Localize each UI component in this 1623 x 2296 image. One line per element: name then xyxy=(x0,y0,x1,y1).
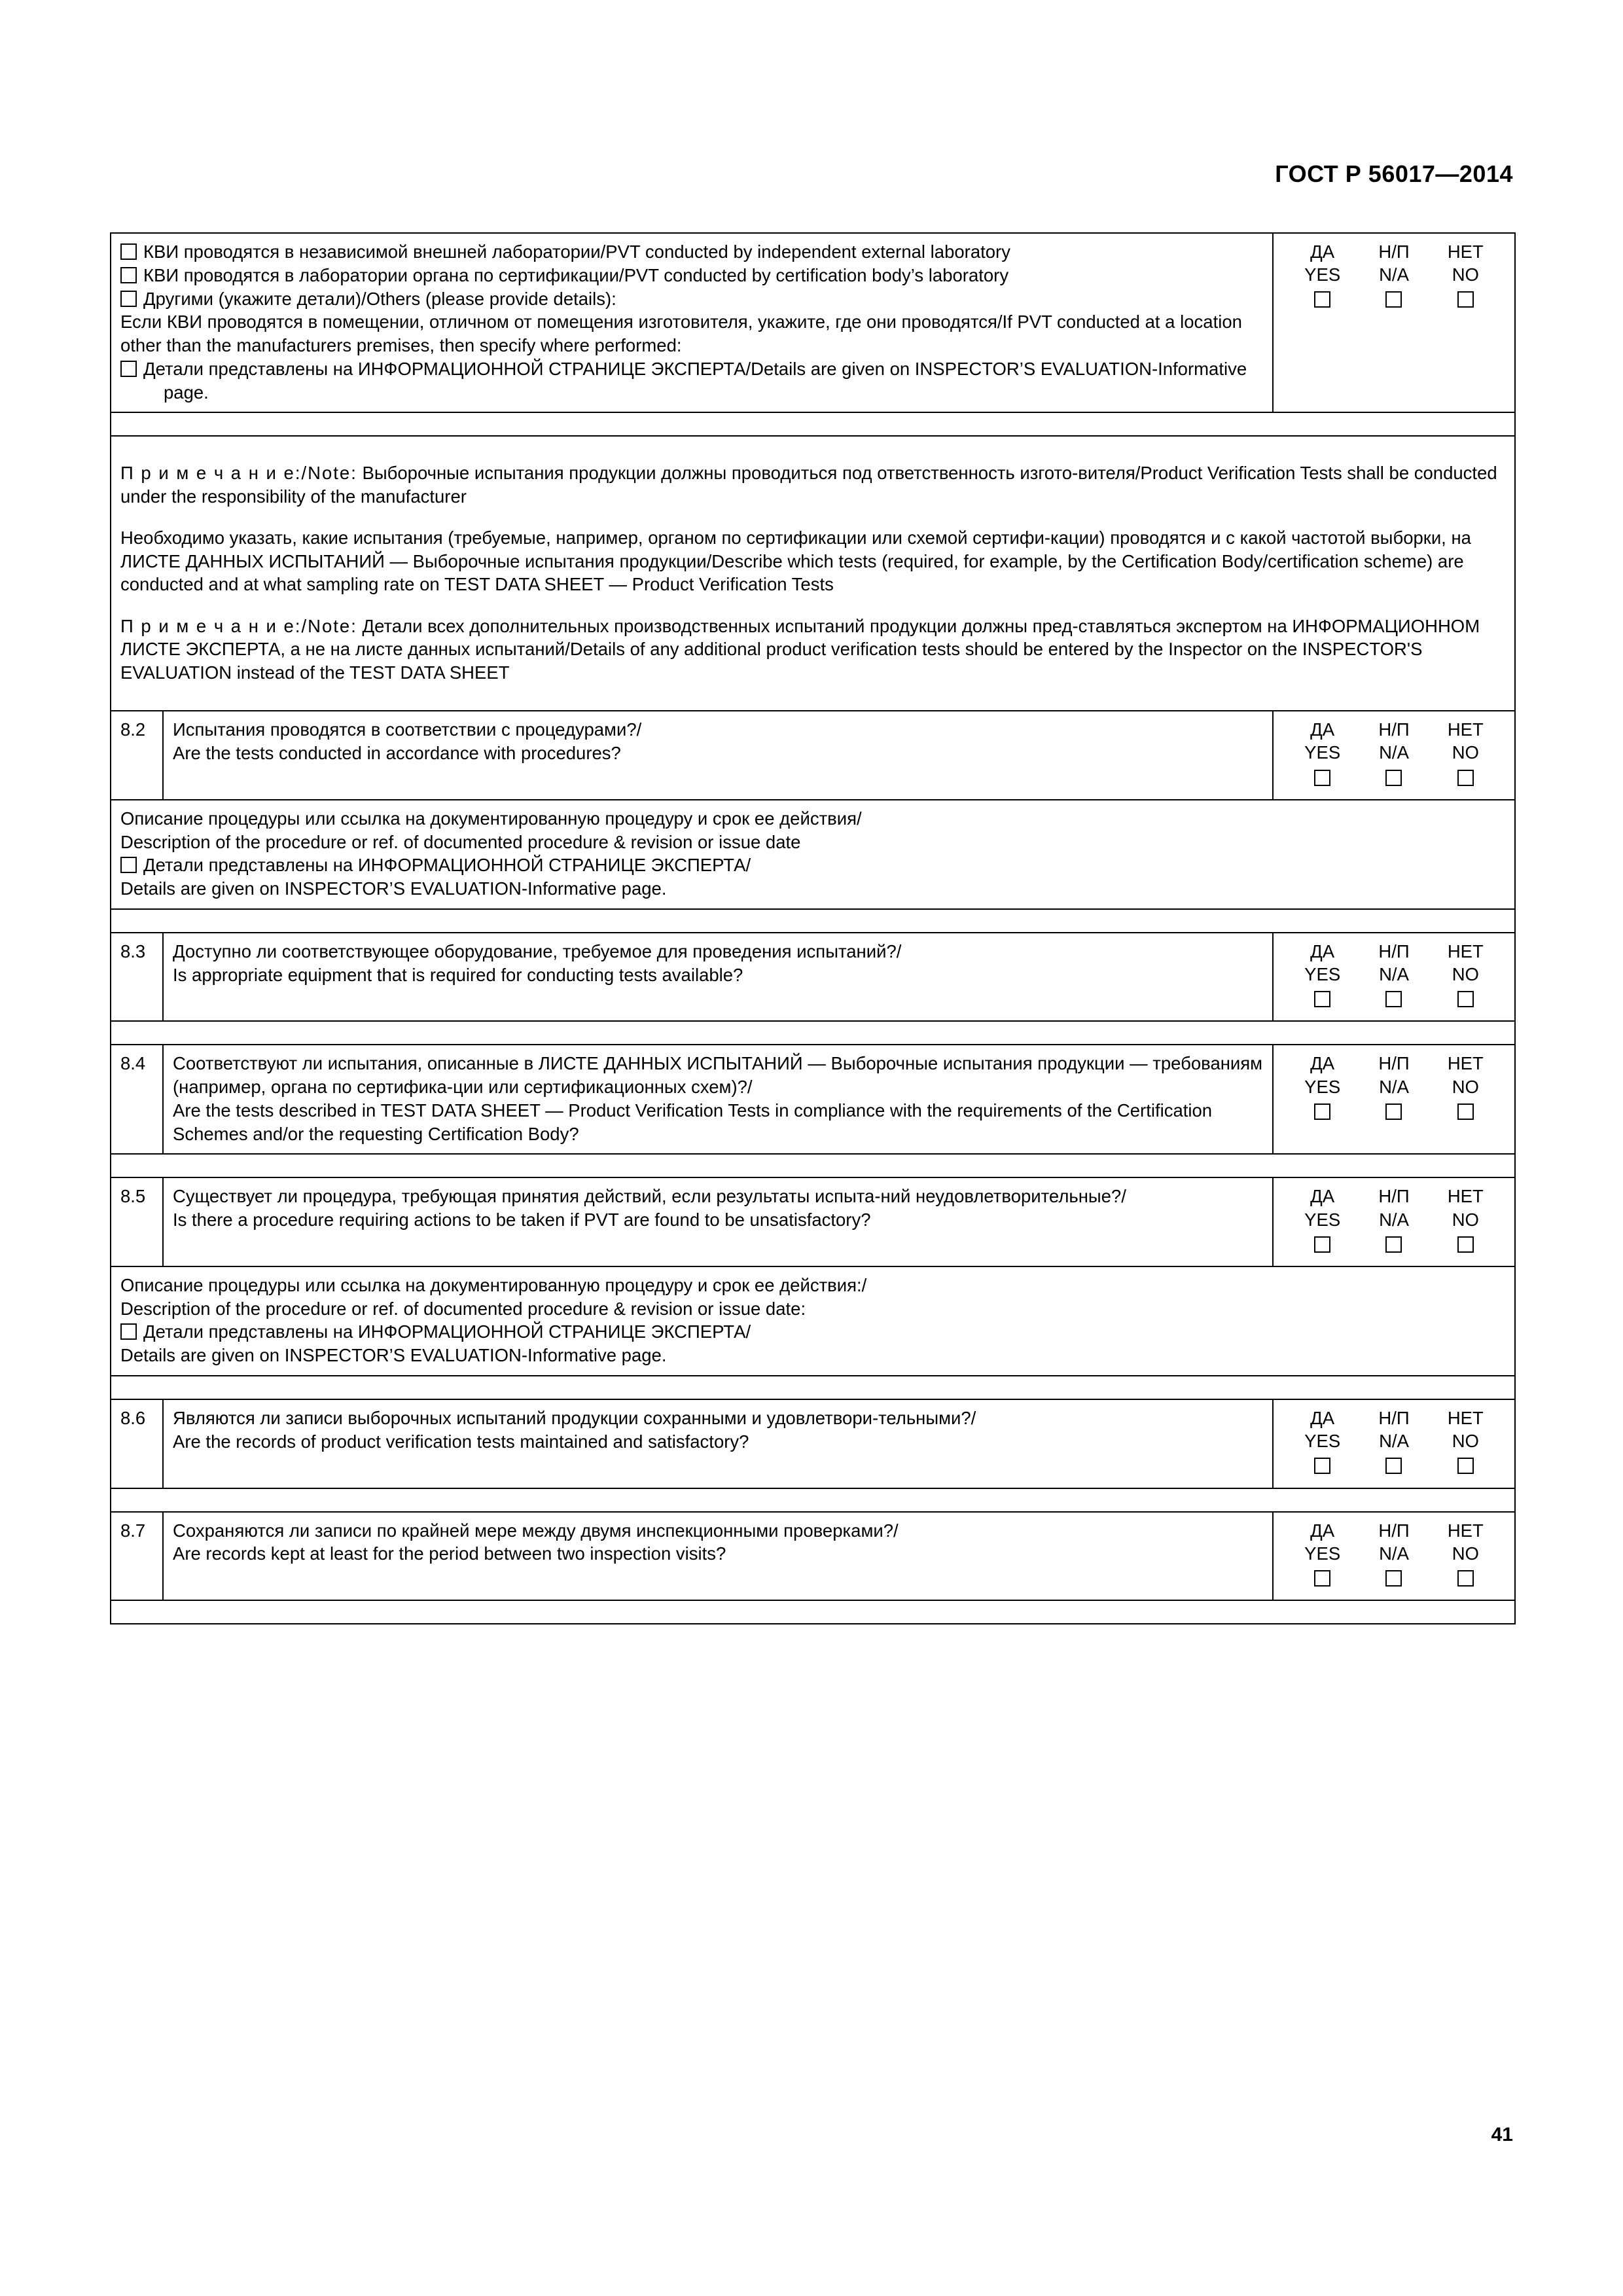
question-number-8-3: 8.3 xyxy=(111,933,163,1022)
note-2-label: П р и м е ч а н и е:/Note: xyxy=(120,615,357,636)
answer-yes-en: YES xyxy=(1304,1209,1341,1230)
answer-no-en: NO xyxy=(1452,964,1479,984)
answer-na-en: N/A xyxy=(1379,1543,1409,1564)
checkbox-na[interactable] xyxy=(1385,1570,1402,1587)
spacer-cell xyxy=(111,1488,1515,1512)
answer-yes-en: YES xyxy=(1304,742,1341,763)
answer-na-ru: Н/П xyxy=(1378,1520,1410,1541)
answer-yes-ru: ДА xyxy=(1310,242,1335,262)
description-option xyxy=(120,1320,1505,1344)
question-text-en: Are records kept at least for the period between two inspection visits? xyxy=(173,1543,726,1564)
answers-8-6 xyxy=(1273,1399,1515,1488)
spacer-row xyxy=(111,1600,1515,1624)
answer-no-ru: НЕТ xyxy=(1447,1186,1484,1207)
answer-yes-ru: ДА xyxy=(1310,719,1335,740)
answer-na-en: N/A xyxy=(1379,742,1409,763)
answer-no xyxy=(1433,940,1498,1013)
answer-yes-ru: ДА xyxy=(1310,1186,1335,1207)
checkbox-icon[interactable] xyxy=(120,361,137,377)
answer-na xyxy=(1361,1407,1427,1480)
table-row xyxy=(111,711,1515,800)
checkbox-na[interactable] xyxy=(1385,1103,1402,1120)
answer-na xyxy=(1361,240,1427,314)
answer-na-ru: Н/П xyxy=(1378,719,1410,740)
answer-yes xyxy=(1290,240,1355,314)
pvt-option-2 xyxy=(120,264,1263,287)
answer-no-en: NO xyxy=(1452,264,1479,285)
note-paragraph-2: Необходимо указать, какие испытания (требуемые, например, органом по сертификации или схемой сертифи-кации) проводятся и с какой частотой выборки, на ЛИСТЕ ДАННЫХ ИСПЫТАНИЙ — Выборочные испытания продукции/Describe which tests (required, for example, by the Certification Body/certification scheme) are conducted and at what sampling rate on TEST DATA SHEET — Product Verification Tests xyxy=(120,527,1471,595)
answer-na-ru: Н/П xyxy=(1378,1053,1410,1074)
checkbox-no[interactable] xyxy=(1457,770,1474,786)
note-2 xyxy=(120,615,1505,685)
table-row xyxy=(111,233,1515,412)
question-number-8-6: 8.6 xyxy=(111,1399,163,1488)
checkbox-yes[interactable] xyxy=(1314,1236,1330,1253)
question-text-en: Are the tests described in TEST DATA SHEET — Product Verification Tests in compliance with the requirements of the Certification Schemes and/or the requesting Certification Body? xyxy=(173,1100,1213,1144)
question-number-8-5: 8.5 xyxy=(111,1177,163,1266)
answer-no-en: NO xyxy=(1452,742,1479,763)
pvt-option-3 xyxy=(120,287,1263,311)
checkbox-yes[interactable] xyxy=(1314,770,1330,786)
answer-na xyxy=(1361,718,1427,791)
answer-yes-en: YES xyxy=(1304,264,1341,285)
description-line-4: Details are given on INSPECTOR’S EVALUATION-Informative page. xyxy=(120,1345,667,1366)
spacer-row xyxy=(111,412,1515,436)
question-text-en: Are the records of product verification tests maintained and satisfactory? xyxy=(173,1431,749,1452)
description-line-4: Details are given on INSPECTOR’S EVALUATION-Informative page. xyxy=(120,878,667,899)
checkbox-na[interactable] xyxy=(1385,1458,1402,1474)
answer-yes-en: YES xyxy=(1304,964,1341,984)
answer-yes-en: YES xyxy=(1304,1076,1341,1097)
answer-na-en: N/A xyxy=(1379,1209,1409,1230)
question-text-8-5 xyxy=(163,1177,1273,1266)
page-number: 41 xyxy=(1491,2124,1513,2145)
answer-yes xyxy=(1290,1407,1355,1480)
checkbox-icon[interactable] xyxy=(120,291,137,307)
table-row xyxy=(111,1177,1515,1266)
spacer-row xyxy=(111,1488,1515,1512)
answer-no-en: NO xyxy=(1452,1076,1479,1097)
checkbox-no[interactable] xyxy=(1457,991,1474,1007)
spacer-cell xyxy=(111,909,1515,933)
answer-na xyxy=(1361,940,1427,1013)
checkbox-na[interactable] xyxy=(1385,1236,1402,1253)
answer-no xyxy=(1433,240,1498,314)
answer-na-en: N/A xyxy=(1379,1431,1409,1452)
checkbox-yes[interactable] xyxy=(1314,1458,1330,1474)
answer-no-ru: НЕТ xyxy=(1447,242,1484,262)
question-text-en: Are the tests conducted in accordance with procedures? xyxy=(173,743,621,763)
checkbox-icon[interactable] xyxy=(120,1323,137,1340)
pvt-answers-cell xyxy=(1273,233,1515,412)
pvt-option-3-label: Другими (укажите детали)/Others (please provide details): xyxy=(143,288,616,309)
spacer-cell xyxy=(111,1376,1515,1399)
note-1 xyxy=(120,461,1505,509)
description-option-label: Детали представлены на ИНФОРМАЦИОННОЙ СТРАНИЦЕ ЭКСПЕРТА/ xyxy=(143,1321,751,1342)
answer-no-ru: НЕТ xyxy=(1447,1407,1484,1428)
description-cell-8-5 xyxy=(111,1266,1515,1376)
answer-yes xyxy=(1290,1519,1355,1592)
answer-no xyxy=(1433,1052,1498,1125)
answer-no xyxy=(1433,1407,1498,1480)
table-row xyxy=(111,800,1515,909)
answer-no-ru: НЕТ xyxy=(1447,1520,1484,1541)
answer-na-ru: Н/П xyxy=(1378,1186,1410,1207)
description-line-2: Description of the procedure or ref. of documented procedure & revision or issue date: xyxy=(120,1298,806,1319)
spacer-row xyxy=(111,1376,1515,1399)
question-text-8-7 xyxy=(163,1512,1273,1601)
answer-yes-ru: ДА xyxy=(1310,941,1335,961)
answer-na-ru: Н/П xyxy=(1378,941,1410,961)
pvt-option-1-label: КВИ проводятся в независимой внешней лаборатории/PVT conducted by independent external laboratory xyxy=(143,242,1010,262)
question-text-ru: Сохраняются ли записи по крайней мере между двумя инспекционными проверками?/ xyxy=(173,1520,899,1541)
question-text-ru: Соответствуют ли испытания, описанные в ЛИСТЕ ДАННЫХ ИСПЫТАНИЙ — Выборочные испытания продукции — требованиям (например, органа по сертифика-ции или сертификационных схем)?/ xyxy=(173,1053,1263,1098)
note-1-label: П р и м е ч а н и е:/Note: xyxy=(120,462,357,483)
spacer-cell xyxy=(111,1154,1515,1177)
pvt-options-cell xyxy=(111,233,1273,412)
spacer-row xyxy=(111,1154,1515,1177)
pvt-option-5 xyxy=(120,357,1263,404)
answer-no xyxy=(1433,1519,1498,1592)
page-header: ГОСТ Р 56017—2014 xyxy=(1275,160,1513,187)
answer-yes-ru: ДА xyxy=(1310,1520,1335,1541)
checkbox-no[interactable] xyxy=(1457,1236,1474,1253)
answer-yes-en: YES xyxy=(1304,1431,1341,1452)
answer-no-en: NO xyxy=(1452,1543,1479,1564)
checklist-table xyxy=(110,232,1516,1624)
table-row xyxy=(111,1045,1515,1154)
answer-na xyxy=(1361,1052,1427,1125)
table-row xyxy=(111,1512,1515,1601)
question-number-8-4: 8.4 xyxy=(111,1045,163,1154)
checkbox-icon[interactable] xyxy=(120,857,137,873)
checkbox-no[interactable] xyxy=(1457,1103,1474,1120)
answer-na xyxy=(1361,1185,1427,1258)
answers-8-4 xyxy=(1273,1045,1515,1154)
note-1-text: Выборочные испытания продукции должны проводиться под ответственность изгото-вителя/Product Verification Tests shall be conducted under the responsibility of the manufacturer xyxy=(120,462,1497,507)
answers-8-7 xyxy=(1273,1512,1515,1601)
answer-yes-ru: ДА xyxy=(1310,1053,1335,1074)
checkbox-na[interactable] xyxy=(1385,991,1402,1007)
question-text-ru: Существует ли процедура, требующая принятия действий, если результаты испыта-ний неудовлетворительные?/ xyxy=(173,1186,1126,1207)
checkbox-yes[interactable] xyxy=(1314,1570,1330,1587)
answer-no xyxy=(1433,1185,1498,1258)
question-text-8-4 xyxy=(163,1045,1273,1154)
checkbox-no[interactable] xyxy=(1457,1458,1474,1474)
note-2-text: Детали всех дополнительных производственных испытаний продукции должны пред-ставляться экспертом на ИНФОРМАЦИОННОМ ЛИСТЕ ЭКСПЕРТА, а не на листе данных испытаний/Details of any additional product verification tests should be entered by the Inspector on the INSPECTOR'S EVALUATION instead of the TEST DATA SHEET xyxy=(120,615,1480,683)
answer-no-en: NO xyxy=(1452,1431,1479,1452)
checkbox-na[interactable] xyxy=(1385,770,1402,786)
spacer-cell xyxy=(111,1600,1515,1624)
answer-no-ru: НЕТ xyxy=(1447,719,1484,740)
answer-yes xyxy=(1290,718,1355,791)
spacer-row xyxy=(111,1021,1515,1045)
checkbox-yes[interactable] xyxy=(1314,1103,1330,1120)
table-row xyxy=(111,436,1515,711)
answer-na-en: N/A xyxy=(1379,1076,1409,1097)
answer-na-ru: Н/П xyxy=(1378,242,1410,262)
question-text-ru: Являются ли записи выборочных испытаний продукции сохранными и удовлетвори-тельными?/ xyxy=(173,1407,976,1428)
pvt-location-text: Если КВИ проводятся в помещении, отличном от помещения изготовителя, укажите, где они проводятся/If PVT conducted at a location other than the manufacturers premises, then specify where performed: xyxy=(120,312,1242,355)
question-text-en: Is appropriate equipment that is required for conducting tests available? xyxy=(173,964,743,985)
answer-na-en: N/A xyxy=(1379,964,1409,984)
description-line-2: Description of the procedure or ref. of documented procedure & revision or issue date xyxy=(120,831,801,852)
answer-na xyxy=(1361,1519,1427,1592)
description-line-1: Описание процедуры или ссылка на документированную процедуру и срок ее действия/ xyxy=(120,808,862,829)
description-option xyxy=(120,853,1505,877)
answer-yes xyxy=(1290,940,1355,1013)
question-number-8-2: 8.2 xyxy=(111,711,163,800)
pvt-option-5-label: Детали представлены на ИНФОРМАЦИОННОЙ СТРАНИЦЕ ЭКСПЕРТА/Details are given on INSPECTOR’S EVALUATION-Informative page. xyxy=(143,358,1247,403)
answer-yes xyxy=(1290,1185,1355,1258)
answers-8-3 xyxy=(1273,933,1515,1022)
checkbox-no[interactable] xyxy=(1457,1570,1474,1587)
answers-8-2 xyxy=(1273,711,1515,800)
answer-no-ru: НЕТ xyxy=(1447,941,1484,961)
pvt-option-2-label: КВИ проводятся в лаборатории органа по сертификации/PVT conducted by certification body’s laboratory xyxy=(143,264,1009,285)
checkbox-icon[interactable] xyxy=(120,267,137,283)
checkbox-yes[interactable] xyxy=(1314,991,1330,1007)
checkbox-no[interactable] xyxy=(1457,291,1474,308)
pvt-option-1 xyxy=(120,240,1263,264)
answer-na-en: N/A xyxy=(1379,264,1409,285)
answer-yes-en: YES xyxy=(1304,1543,1341,1564)
spacer-row xyxy=(111,909,1515,933)
answer-yes-ru: ДА xyxy=(1310,1407,1335,1428)
question-text-en: Is there a procedure requiring actions to be taken if PVT are found to be unsatisfactory? xyxy=(173,1210,871,1230)
table-row xyxy=(111,933,1515,1022)
table-row xyxy=(111,1399,1515,1488)
question-text-ru: Испытания проводятся в соответствии с процедурами?/ xyxy=(173,719,642,740)
table-row xyxy=(111,1266,1515,1376)
answer-na-ru: Н/П xyxy=(1378,1407,1410,1428)
description-cell-8-2 xyxy=(111,800,1515,909)
question-text-8-6 xyxy=(163,1399,1273,1488)
checkbox-icon[interactable] xyxy=(120,243,137,260)
checkbox-na[interactable] xyxy=(1385,291,1402,308)
answer-yes xyxy=(1290,1052,1355,1125)
answer-no-ru: НЕТ xyxy=(1447,1053,1484,1074)
spacer-cell xyxy=(111,412,1515,436)
notes-cell xyxy=(111,436,1515,711)
description-line-1: Описание процедуры или ссылка на документированную процедуру и срок ее действия:/ xyxy=(120,1274,867,1295)
question-text-ru: Доступно ли соответствующее оборудование, требуемое для проведения испытаний?/ xyxy=(173,941,902,961)
checkbox-yes[interactable] xyxy=(1314,291,1330,308)
question-text-8-3 xyxy=(163,933,1273,1022)
question-text-8-2 xyxy=(163,711,1273,800)
question-number-8-7: 8.7 xyxy=(111,1512,163,1601)
answer-no xyxy=(1433,718,1498,791)
answer-no-en: NO xyxy=(1452,1209,1479,1230)
spacer-cell xyxy=(111,1021,1515,1045)
answers-8-5 xyxy=(1273,1177,1515,1266)
description-option-label: Детали представлены на ИНФОРМАЦИОННОЙ СТРАНИЦЕ ЭКСПЕРТА/ xyxy=(143,855,751,876)
